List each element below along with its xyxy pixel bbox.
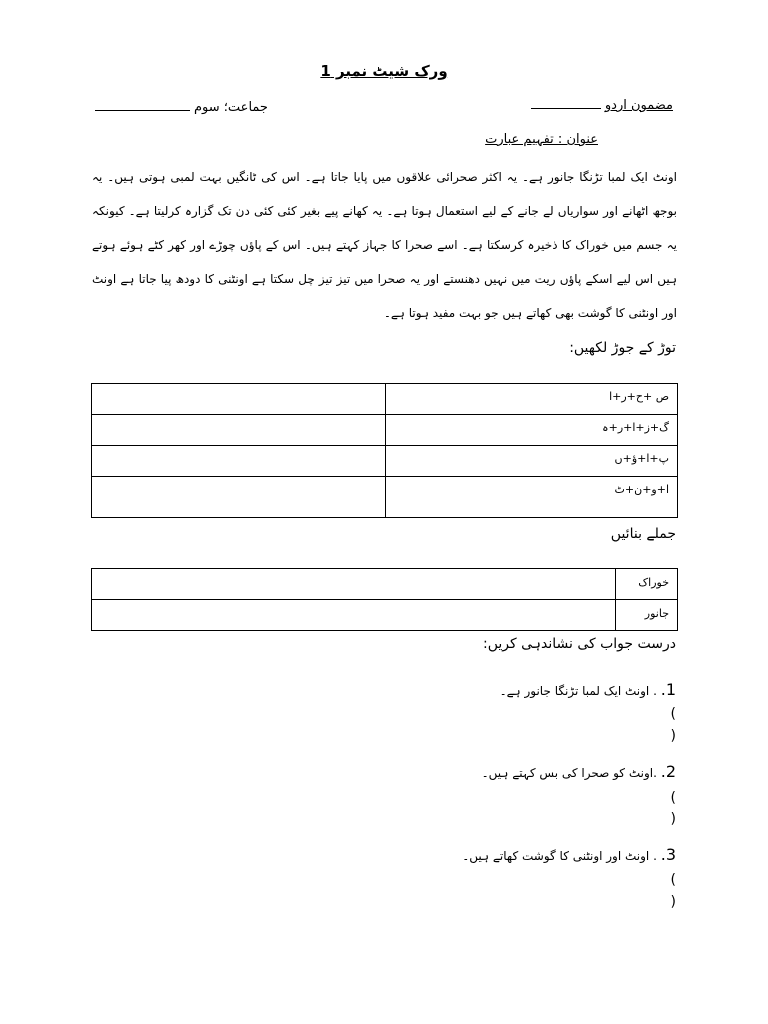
question-2 [482, 762, 676, 781]
question-number: 3. [660, 845, 676, 864]
sentence-word-cell: جانور [616, 600, 678, 631]
join-prompt-cell: ا+و+ن+ٹ [386, 477, 678, 518]
sentences-section-heading: جملے بنائیں [610, 526, 676, 542]
answer-paren-open: ( [670, 790, 676, 806]
subject-text: مضمون اردو [604, 98, 673, 113]
subject-label [531, 98, 673, 113]
question-text: .اونٹ کو صحرا کی بس کہتے ہیں۔ [481, 766, 657, 780]
table-row [92, 384, 678, 415]
join-section-heading: توڑ کے جوڑ لکھیں: [569, 340, 676, 356]
mcq-section-heading: درست جواب کی نشاندہی کریں: [483, 636, 676, 652]
answer-paren-close: ) [670, 728, 676, 744]
sentence-word-cell: خوراک [616, 569, 678, 600]
question-number: 2. [660, 762, 676, 781]
join-prompt-cell: پ+ا+ؤ+ں [386, 446, 678, 477]
question-number: 1. [660, 680, 676, 699]
class-label [95, 98, 268, 115]
table-row [92, 415, 678, 446]
join-answer-cell[interactable] [92, 477, 386, 518]
class-blank-line [95, 98, 190, 111]
question-1 [500, 680, 676, 699]
join-prompt-cell: ص +ح+ر+ا [386, 384, 678, 415]
question-text: . اونٹ اور اونٹنی کا گوشت کھاتے ہیں۔ [462, 849, 657, 863]
question-3 [462, 845, 676, 864]
join-table [91, 383, 678, 518]
class-text: جماعت؛ سوم [194, 100, 268, 115]
join-answer-cell[interactable] [92, 384, 386, 415]
sentence-answer-cell[interactable] [92, 569, 616, 600]
table-row [92, 569, 678, 600]
table-row [92, 477, 678, 518]
subject-blank-line [531, 108, 601, 109]
table-row [92, 600, 678, 631]
passage-heading: عنوان : تفہیم عبارت [485, 132, 598, 147]
sentences-table [91, 568, 678, 631]
passage-text: اونٹ ایک لمبا تڑنگا جانور ہے۔ یہ اکثر صحرائی علاقوں میں پایا جاتا ہے۔ اس کی ٹانگیں بہت لمبی ہوتی ہیں۔ یہ بوجھ اٹھانے اور سواریاں لے جانے کے لیے استعمال ہوتا ہے۔ یہ کھانے پیے بغیر کئی کئی دن تک گزارہ کرلیتا ہے۔ کیونکہ یہ جسم میں خوراک کا ذخیرہ کرسکتا ہے۔ اسے صحرا کا جہاز کہتے ہیں۔ اس کے پاؤں چوڑے اور کھر کٹے ہوئے ہوتے ہیں اس لیے اسکے پاؤں ریت میں نہیں دھنستے اور یہ صحرا میں تیز تیز چل سکتا ہے اونٹنی کا دودھ پیا جاتا ہے اونٹ اور اونٹنی کا گوشت بھی کھاتے ہیں جو بہت مفید ہوتا ہے۔ [92, 170, 677, 320]
worksheet-title: ورک شیٹ نمبر 1 [320, 62, 448, 80]
answer-paren-open: ( [670, 706, 676, 722]
answer-paren-close: ) [670, 811, 676, 827]
sentence-answer-cell[interactable] [92, 600, 616, 631]
table-row [92, 446, 678, 477]
join-answer-cell[interactable] [92, 415, 386, 446]
join-prompt-cell: گ+ز+ا+ر+ہ [386, 415, 678, 446]
answer-paren-open: ( [670, 872, 676, 888]
answer-paren-close: ) [670, 894, 676, 910]
join-answer-cell[interactable] [92, 446, 386, 477]
question-text: . اونٹ ایک لمبا تڑنگا جانور ہے۔ [499, 684, 657, 698]
